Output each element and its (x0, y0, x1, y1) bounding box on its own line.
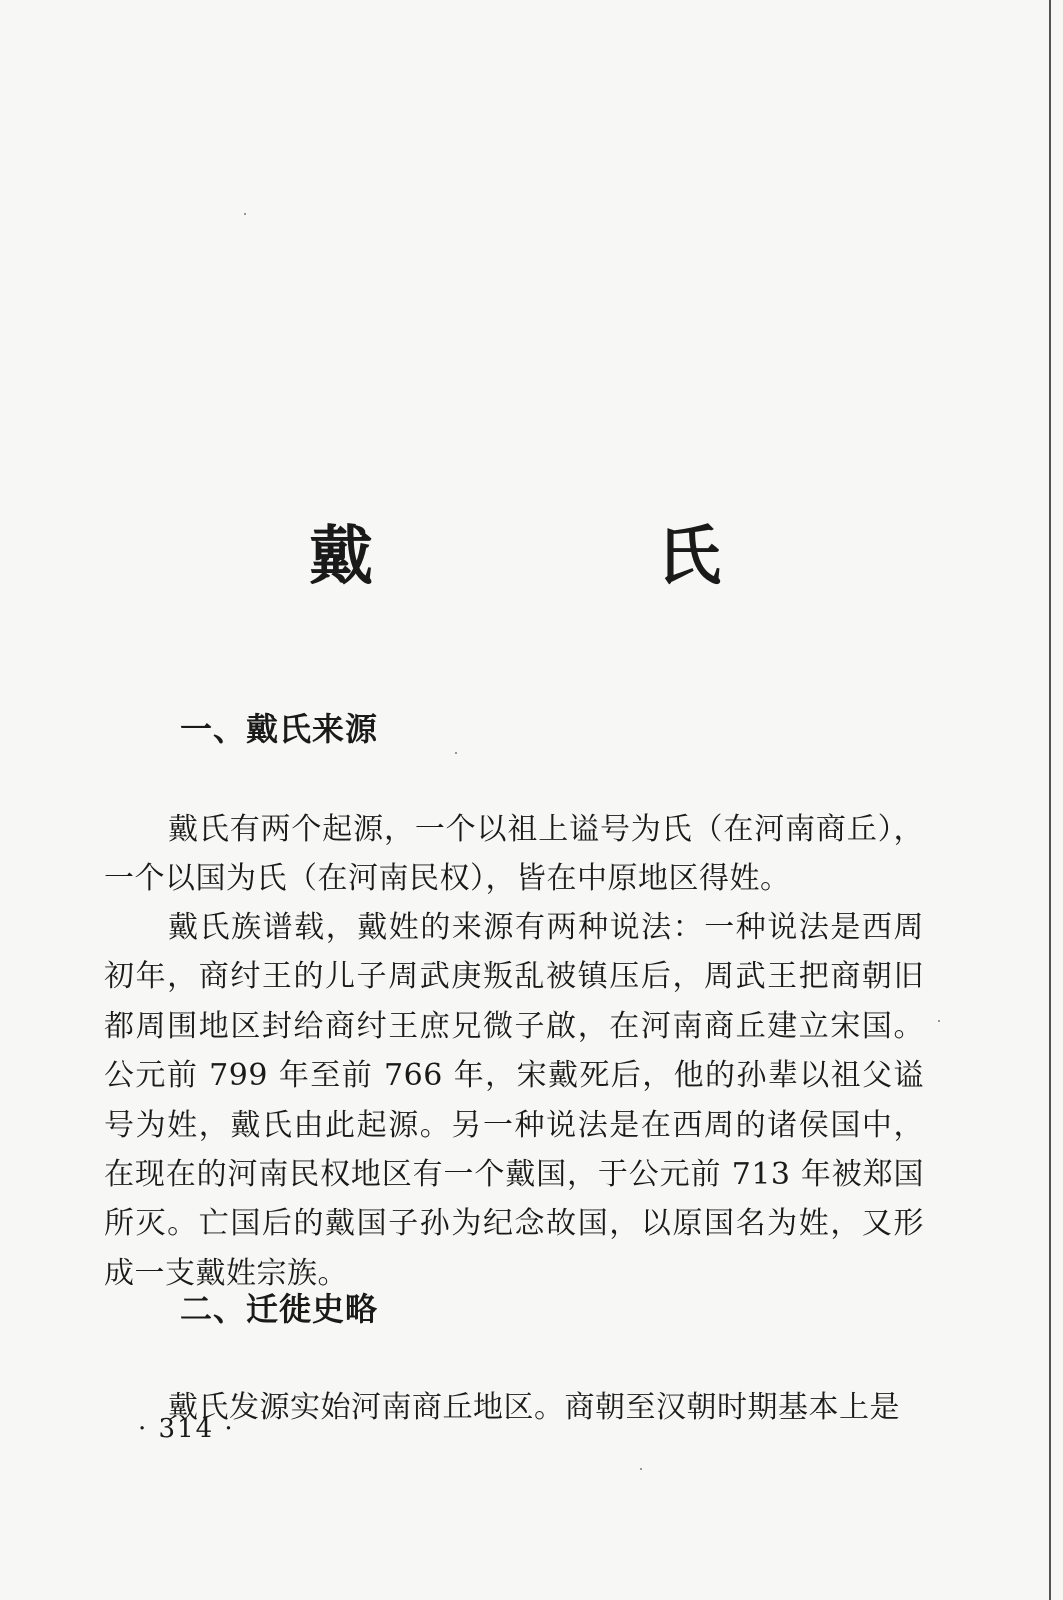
page-number: · 314 · (138, 1414, 235, 1444)
scan-speck (455, 752, 457, 754)
page-title: 戴 氏 (309, 520, 831, 594)
scan-speck (938, 1020, 940, 1022)
paragraph-migration-1: 戴氏发源实始河南商丘地区。商朝至汉朝时期基本上是 (168, 1390, 900, 1425)
paragraph-origin-1: 戴氏有两个起源，一个以祖上谥号为氏（在河南商丘），一个以国为氏（在河南民权），皆在中原地区得姓。 (104, 812, 924, 897)
scan-speck (640, 1468, 642, 1470)
page-edge-line (1049, 0, 1051, 1600)
section-heading-migration: 二、迁徙史略 (180, 1290, 379, 1328)
section-heading-origin: 一、戴氏来源 (180, 710, 379, 748)
scan-speck (244, 213, 246, 215)
paragraph-origin-2: 戴氏族谱载，戴姓的来源有两种说法：一种说法是西周初年，商纣王的儿子周武庚叛乱被镇压后，周武王把商朝旧都周围地区封给商纣王庶兄微子啟，在河南商丘建立宋国。公元前 799 年至前 766 年，宋戴死后，他的孙辈以祖父谥号为姓，戴氏由此起源。另一种说法是在西周的诸侯国中，在现在的河南民权地区有一个戴国，于公元前 713 年被郑国所灭。亡国后的戴国子孙为纪念故国，以原国名为姓，又形成一支戴姓宗族。 (104, 910, 924, 1291)
